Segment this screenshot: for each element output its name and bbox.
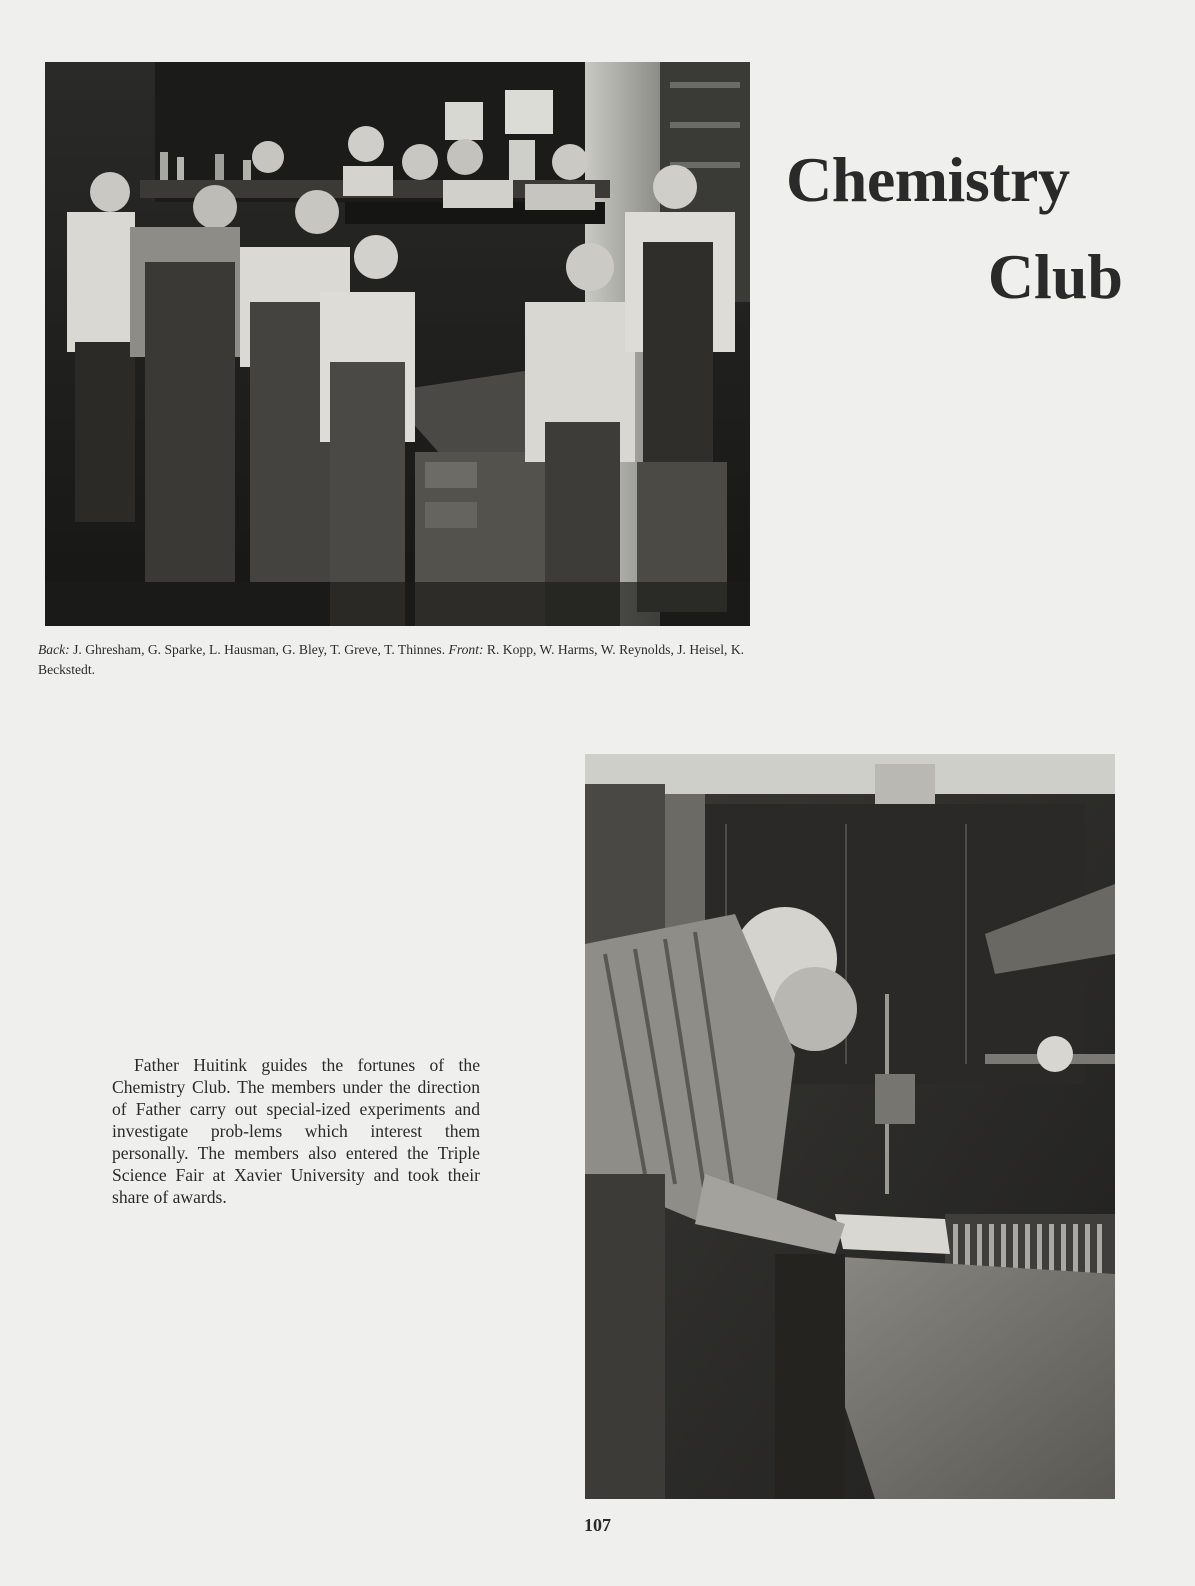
page-number: 107 — [584, 1515, 611, 1535]
caption-back-label: Back: — [38, 642, 70, 657]
page-title-line2: Club — [987, 241, 1123, 312]
caption-front-names: R. Kopp, W. Harms, W. Reynolds, J. Heisel, K. Beckstedt. — [38, 642, 745, 677]
photo-caption — [38, 640, 758, 680]
caption-back-names: J. Ghresham, G. Sparke, L. Hausman, G. Bley, T. Greve, T. Thinnes. — [73, 642, 446, 657]
club-group-photo — [45, 62, 750, 626]
page-title-line1: Chemistry — [786, 144, 1070, 215]
body-paragraph: Father Huitink guides the fortunes of the Chemistry Club. The members under the direction of Father carry out special-ized experiments and investigate prob-lems which interest them personally. The members also entered the Triple Science Fair at Xavier University and took their share of awards. — [112, 1055, 480, 1207]
caption-front-label: Front: — [448, 642, 484, 657]
lab-work-photo — [585, 754, 1115, 1499]
